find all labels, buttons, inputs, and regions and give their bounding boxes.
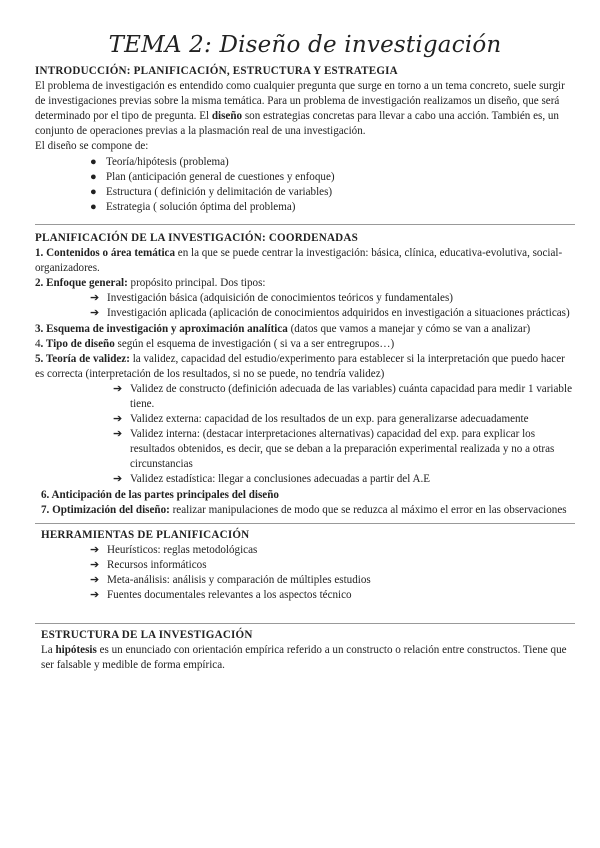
list-item: ● Estrategia ( solución óptima del problema) — [90, 200, 575, 215]
arrow-icon: ➔ — [90, 543, 100, 556]
arrow-icon: ➔ — [113, 382, 123, 395]
arrow-icon: ➔ — [90, 558, 100, 571]
arrow-icon: ➔ — [90, 307, 100, 320]
arrow-icon: ➔ — [90, 292, 100, 305]
bullet-icon: ● — [90, 170, 97, 183]
plan-item-1: 1. Contenidos o área temática en la que se puede centrar la investigación: básica, clínica, educativa-evolutiva, social-organizadores. — [35, 247, 563, 275]
list-item: ➔ Validez estadística: llegar a conclusiones adecuadas a partir del A.E — [35, 472, 575, 487]
structure-paragraph: La hipótesis es un enunciado con orientación empírica referido a un constructo o relación entre constructos. Tiene que ser falsable y medible de forma empírica. — [41, 644, 567, 672]
tools-list — [35, 543, 575, 603]
plan-item-2: 2. Enfoque general: propósito principal. Dos tipos: — [35, 277, 266, 290]
plan-item-5-list — [35, 382, 575, 488]
list-item: ● Estructura ( definición y delimitación de variables) — [90, 185, 575, 200]
bullet-icon: ● — [90, 155, 97, 168]
list-item: ● Plan (anticipación general de cuestiones y enfoque) — [90, 170, 575, 185]
list-item: ➔ Validez externa: capacidad de los resultados de un exp. para generalizarse adecuadamente — [35, 412, 575, 427]
bullet-icon: ● — [90, 185, 97, 198]
list-item: ● Teoría/hipótesis (problema) — [90, 155, 575, 170]
intro-text-c: son estrategias concretas para llevar a cabo una acción. También es, un conjunto de operaciones previas a la plasmación real de una investigación. — [35, 110, 559, 138]
structure-heading: ESTRUCTURA DE LA INVESTIGACIÓN — [41, 629, 253, 642]
list-item: ➔ Investigación aplicada (aplicación de conocimientos adquiridos en investigación a situaciones prácticas) — [35, 306, 575, 321]
plan-item-2-list — [35, 291, 575, 321]
document-page — [35, 30, 575, 673]
intro-heading: INTRODUCCIÓN: PLANIFICACIÓN, ESTRUCTURA Y ESTRATEGIA — [35, 65, 398, 77]
list-item: ➔ Validez de constructo (definición adecuada de las variables) cuánta capacidad para medir 1 variable tiene. — [113, 382, 572, 410]
intro-paragraph — [35, 79, 575, 139]
arrow-icon: ➔ — [90, 574, 100, 586]
plan-item-4: 4. Tipo de diseño según el esquema de investigación ( si va a ser entregrupos…) — [35, 337, 395, 350]
bullet-icon: ● — [90, 200, 97, 213]
list-item: ➔ Heurísticos: reglas metodológicas — [35, 543, 575, 558]
list-item: ➔ Recursos informáticos — [35, 558, 575, 573]
plan-item-6: 6. Anticipación de las partes principales del diseño — [41, 488, 279, 501]
intro-composition: El diseño se compone de: — [35, 140, 149, 153]
arrow-icon: ➔ — [113, 413, 123, 426]
plan-item-3: 3. Esquema de investigación y aproximación analítica (datos que vamos a manejar y cómo se van a analizar) — [35, 322, 531, 335]
list-item: ➔ Meta-análisis: análisis y comparación de múltiples estudios — [35, 573, 575, 588]
plan-item-7: 7. Optimización del diseño: realizar manipulaciones de modo que se reduzca al máximo el error en las observaciones — [41, 503, 567, 516]
arrow-icon: ➔ — [113, 473, 123, 486]
intro-text-a: El problema de investigación es entendido como cualquier pregunta que surge en torno a un tema concreto, suele surgir de investigaciones previas sobre la misma temática. Para un problema de investigación realizamos un diseño, que será determinado por el tipo de pregunta. El — [35, 80, 565, 123]
intro-text-bold: diseño — [211, 110, 243, 123]
list-item: ➔ Investigación básica (adquisición de conocimientos teóricos y fundamentales) — [35, 291, 575, 306]
tools-heading: HERRAMIENTAS DE PLANIFICACIÓN — [41, 528, 250, 541]
plan-heading: PLANIFICACIÓN DE LA INVESTIGACIÓN: COORDENADAS — [35, 231, 358, 244]
intro-list — [35, 155, 575, 215]
arrow-icon: ➔ — [113, 428, 123, 441]
plan-item-5: 5. Teoría de validez: la validez, capacidad del estudio/experimento para establecer si la interpretación que puedo hacer es correcta (interpretación de los resultados, si no se puede, no tendría validez) — [35, 352, 565, 380]
page-title: TEMA 2: Diseño de investigación — [108, 32, 502, 58]
list-item: ➔ Fuentes documentales relevantes a los aspectos técnico — [35, 588, 575, 603]
list-item: ➔ Validez interna: (destacar interpretaciones alternativas) capacidad del exp. para explicar los resultados obtenidos, es decir, que se deban a la preparación experimental realizada y no a otras circunstancias — [113, 428, 555, 471]
arrow-icon: ➔ — [90, 589, 100, 602]
